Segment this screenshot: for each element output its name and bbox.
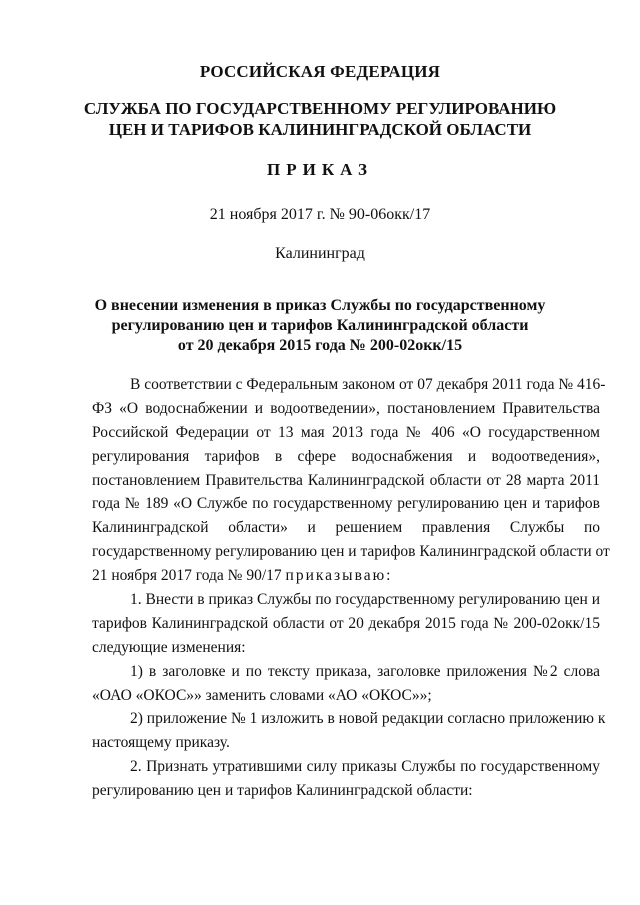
preamble-line: Российской Федерации от 13 мая 2013 года № 406 «О государственном xyxy=(92,423,600,441)
item1-sub1-line: 1) в заголовке и по тексту приказа, заголовке приложения №2 слова xyxy=(130,662,600,680)
item1-sub1-line: «ОАО «ОКОС»» заменить словами «АО «ОКОС»»; xyxy=(92,686,432,704)
item2-line: регулированию цен и тарифов Калининградской области: xyxy=(92,782,473,800)
subject-line1: О внесении изменения в приказ Службы по государственному xyxy=(94,297,546,314)
preamble-last-line xyxy=(92,564,600,588)
item1-line: тарифов Калининградской области от 20 декабря 2015 года № 200-02окк/15 xyxy=(92,614,600,632)
order-subject xyxy=(0,296,640,356)
document-type-heading: ПРИКАЗ xyxy=(267,160,373,179)
item2-line: 2. Признать утратившими силу приказы Службы по государственному xyxy=(130,758,600,776)
preamble-line: регулирования тарифов в сфере водоснабжения и водоотведения», xyxy=(92,447,600,465)
item1-line: следующие изменения: xyxy=(92,638,246,656)
order-date-number: 21 ноября 2017 г. № 90-06окк/17 xyxy=(209,206,431,223)
service-heading xyxy=(0,98,640,140)
subject-line3: от 20 декабря 2015 года № 200-02окк/15 xyxy=(177,337,463,354)
item1-sub2-line: настоящему приказу. xyxy=(92,734,230,752)
service-heading-line1: СЛУЖБА ПО ГОСУДАРСТВЕННОМУ РЕГУЛИРОВАНИЮ xyxy=(83,99,557,118)
preamble-line: ФЗ «О водоснабжении и водоотведении», постановлением Правительства xyxy=(92,399,600,417)
city-name: Калининград xyxy=(275,245,365,262)
item1-line: 1. Внести в приказ Службы по государственному регулированию цен и xyxy=(130,591,600,609)
preamble-line: года № 189 «О Службе по государственному регулированию цен и тарифов xyxy=(92,495,600,513)
subject-line2: регулированию цен и тарифов Калининградской области xyxy=(111,317,529,334)
order-keyword: приказываю: xyxy=(285,567,393,585)
order-body xyxy=(92,373,610,803)
preamble-line: В соответствии с Федеральным законом от 07 декабря 2011 года № 416- xyxy=(130,376,606,393)
preamble-line: государственному регулированию цен и тарифов Калининградской области от xyxy=(92,543,610,561)
service-heading-line2: ЦЕН И ТАРИФОВ КАЛИНИНГРАДСКОЙ ОБЛАСТИ xyxy=(108,120,532,139)
preamble-last-text: 21 ноября 2017 года № 90/17 xyxy=(92,567,286,585)
preamble-line: постановлением Правительства Калининградской области от 28 марта 2011 xyxy=(92,471,600,489)
preamble-line: Калининградской области» и решением правления Службы по xyxy=(92,519,600,537)
country-heading: РОССИЙСКАЯ ФЕДЕРАЦИЯ xyxy=(199,62,441,81)
item1-sub2-line: 2) приложение № 1 изложить в новой редакции согласно приложению к xyxy=(130,710,606,728)
